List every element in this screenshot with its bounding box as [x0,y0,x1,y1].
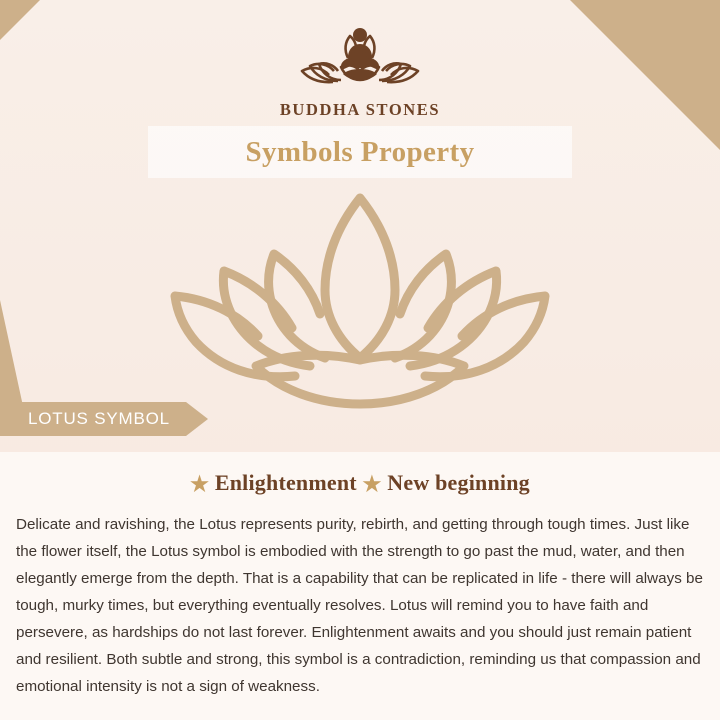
star-icon-left: ★ [190,472,210,496]
lotus-symbol-tab [0,402,208,436]
brand-name: BUDDHA STONES [279,100,441,119]
star-icon-right: ★ [362,472,382,496]
lotus-meditation-figure-icon [275,18,445,96]
lotus-symbol-label: LOTUS SYMBOL [28,409,170,428]
tab-arrow-icon [186,402,208,436]
lotus-symbol-tab-body [0,402,186,436]
lotus-flower-illustration [125,186,595,416]
panel-heading-new-beginning: New beginning [387,470,530,495]
page-title: Symbols Property [245,135,475,168]
title-banner [148,126,572,178]
panel-heading-enlightenment: Enlightenment [214,470,357,495]
panel-body-text: Delicate and ravishing, the Lotus represents purity, rebirth, and getting through tough times. Just like the flower itself, the Lotus symbol is embodied with the strength to go past the mud, water, and then elegantly emerge from the depth. That is a capability that can be replicated in life - there will always be tough, murky times, but everything eventually resolves. Lotus will remind you to have faith and persevere, as hardships do not last forever. Enlightenment awaits and you should just remain patient and resilient. Both subtle and strong, this symbol is a contradiction, reminding us that compassion and emotional intensity is not a sign of weakness. [16,516,703,695]
description-panel [0,452,720,720]
panel-heading [16,470,704,497]
brand-header [0,18,720,120]
